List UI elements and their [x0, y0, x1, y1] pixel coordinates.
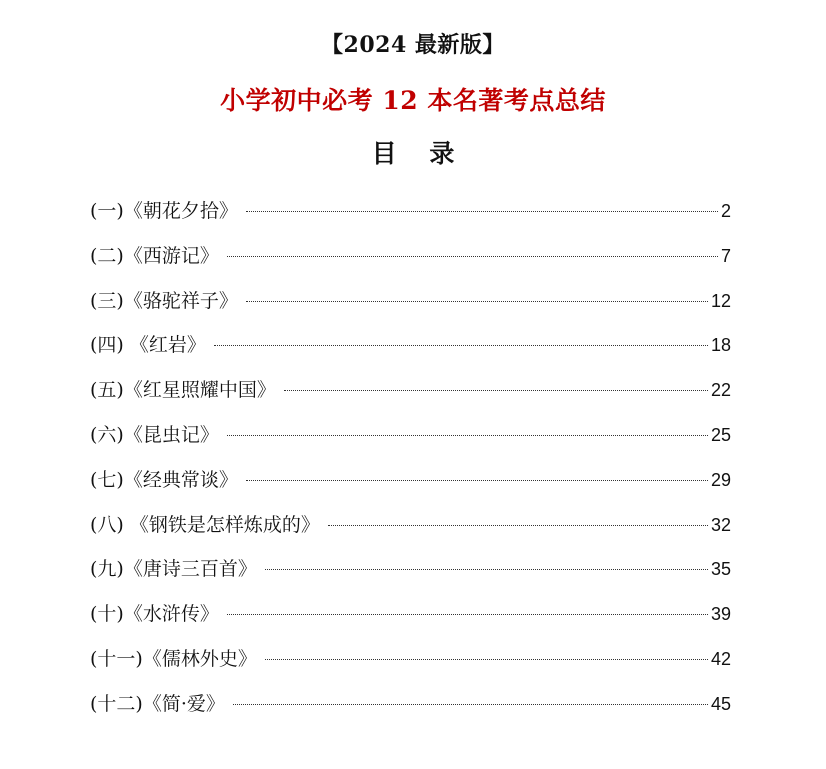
- toc-dot-leader: [246, 480, 708, 481]
- toc-dot-leader: [227, 435, 708, 436]
- toc-entry-label: (三)《骆驼祥子》: [90, 289, 238, 312]
- toc-page-number: 45: [710, 693, 731, 714]
- toc-dot-leader: [246, 301, 708, 302]
- toc-entry-4[interactable]: [90, 328, 731, 373]
- toc-entry-6[interactable]: [90, 418, 731, 463]
- toc-page-number: 29: [710, 469, 731, 490]
- toc-dot-leader: [328, 525, 708, 526]
- toc-entry-label: (六)《昆虫记》: [90, 423, 219, 446]
- toc-entry-label: (二)《西游记》: [90, 244, 219, 267]
- toc-page-number: 22: [710, 380, 731, 401]
- toc-entry-8[interactable]: [90, 508, 731, 553]
- toc-entry-label: (一)《朝花夕拾》: [90, 200, 238, 222]
- document-title: 小学初中必考 12 本名著考点总结: [220, 86, 606, 115]
- edition-label: 【2024 最新版】: [321, 32, 505, 58]
- table-of-contents: [90, 194, 731, 732]
- toc-entry-11[interactable]: [90, 642, 731, 687]
- toc-dot-leader: [265, 659, 708, 660]
- toc-entry-label: (九)《唐诗三百首》: [90, 558, 257, 581]
- toc-entry-7[interactable]: [90, 463, 731, 508]
- toc-page-number: 25: [710, 424, 731, 445]
- toc-entry-label: (十)《水浒传》: [90, 603, 219, 626]
- toc-entry-12[interactable]: [90, 687, 731, 732]
- toc-entry-10[interactable]: [90, 597, 731, 642]
- toc-dot-leader: [227, 614, 708, 615]
- toc-dot-leader: [233, 704, 708, 705]
- toc-entry-1[interactable]: [90, 194, 731, 239]
- toc-dot-leader: [284, 390, 708, 391]
- toc-page-number: 35: [710, 559, 731, 580]
- toc-entry-label: (十一)《儒林外史》: [90, 647, 257, 670]
- toc-heading: 目 录: [371, 139, 467, 168]
- toc-dot-leader: [227, 256, 718, 257]
- toc-dot-leader: [265, 569, 708, 570]
- toc-entry-9[interactable]: [90, 552, 731, 597]
- toc-page-number: 18: [710, 335, 731, 356]
- toc-entry-label: (八) 《钢铁是怎样炼成的》: [90, 513, 320, 536]
- toc-entry-label: (七)《经典常谈》: [90, 468, 238, 491]
- toc-page-number: 7: [720, 245, 731, 266]
- toc-page-number: 39: [710, 604, 731, 625]
- toc-entry-2[interactable]: [90, 239, 731, 284]
- toc-entry-label: (十二)《简·爱》: [90, 692, 225, 715]
- toc-dot-leader: [214, 345, 708, 346]
- toc-page-number: 12: [710, 290, 731, 311]
- toc-page-number: 2: [720, 201, 731, 221]
- toc-entry-label: (五)《红星照耀中国》: [90, 379, 276, 402]
- toc-entry-3[interactable]: [90, 284, 731, 329]
- toc-page-number: 42: [710, 648, 731, 669]
- toc-page-number: 32: [710, 514, 731, 535]
- toc-entry-label: (四) 《红岩》: [90, 334, 206, 357]
- toc-entry-5[interactable]: [90, 373, 731, 418]
- toc-dot-leader: [246, 211, 718, 212]
